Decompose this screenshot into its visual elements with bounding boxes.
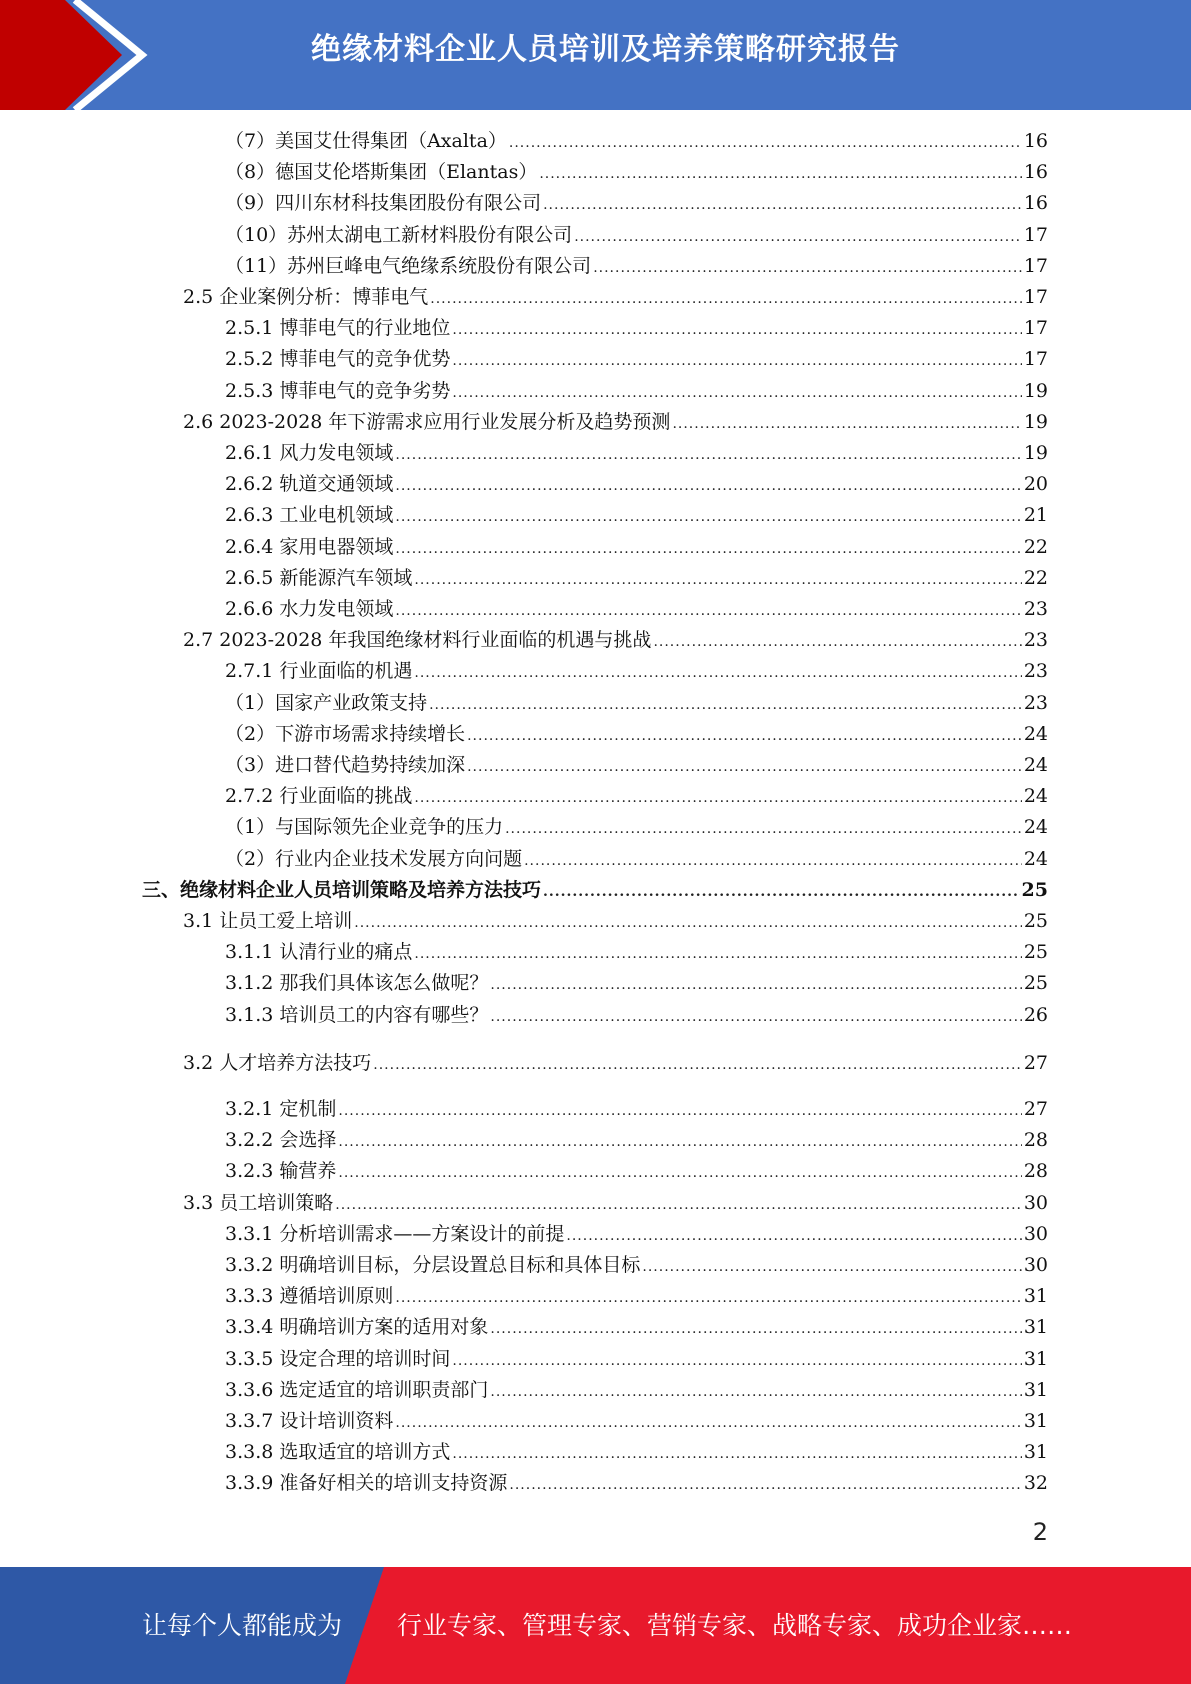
toc-entry-page: 25 bbox=[1023, 972, 1048, 994]
toc-entry-title: （2）行业内企业技术发展方向问题 bbox=[225, 848, 523, 870]
toc-dot-leader bbox=[395, 537, 1021, 561]
toc-entry[interactable] bbox=[225, 252, 1048, 280]
toc-entry-page: 31 bbox=[1023, 1379, 1048, 1401]
toc-dot-leader bbox=[490, 1380, 1021, 1404]
toc-entry-title: （7）美国艾仕得集团（Axalta） bbox=[225, 130, 507, 152]
toc-entry-title: （11）苏州巨峰电气绝缘系统股份有限公司 bbox=[225, 255, 592, 277]
toc-entry-title: （9）四川东材科技集团股份有限公司 bbox=[225, 192, 542, 214]
toc-entry-title: 3.3.3 遵循培训原则 bbox=[225, 1285, 394, 1307]
toc-dot-leader bbox=[395, 443, 1021, 467]
toc-entry-title: 3.1 让员工爱上培训 bbox=[183, 910, 353, 932]
toc-dot-leader bbox=[452, 349, 1021, 373]
toc-entry-title: （1）国家产业政策支持 bbox=[225, 692, 428, 714]
toc-entry[interactable] bbox=[225, 595, 1048, 623]
toc-entry-page: 19 bbox=[1023, 442, 1048, 464]
toc-entry-page: 23 bbox=[1023, 598, 1048, 620]
toc-entry[interactable] bbox=[225, 657, 1048, 685]
toc-entry-page: 23 bbox=[1023, 660, 1048, 682]
toc-entry[interactable] bbox=[225, 1251, 1048, 1279]
toc-entry[interactable] bbox=[183, 1189, 1048, 1217]
toc-entry-title: （2）下游市场需求持续增长 bbox=[225, 723, 466, 745]
toc-entry[interactable] bbox=[225, 533, 1048, 561]
toc-dot-leader bbox=[395, 474, 1021, 498]
toc-entry-title: 3.1.2 那我们具体该怎么做呢？ bbox=[225, 972, 489, 994]
page-number: 2 bbox=[1032, 1518, 1048, 1546]
toc-dot-leader bbox=[414, 568, 1021, 592]
page-header bbox=[0, 0, 1191, 110]
toc-entry-title: 2.7 2023-2028 年我国绝缘材料行业面临的机遇与挑战 bbox=[183, 629, 652, 651]
toc-entry[interactable] bbox=[225, 470, 1048, 498]
toc-dot-leader bbox=[672, 412, 1021, 436]
toc-dot-leader bbox=[414, 942, 1021, 966]
toc-entry[interactable] bbox=[225, 1438, 1048, 1466]
toc-dot-leader bbox=[653, 630, 1021, 654]
footer-slogan-lead: 让每个人都能成为 bbox=[142, 1611, 343, 1640]
toc-dot-leader bbox=[338, 1161, 1021, 1185]
toc-dot-leader bbox=[642, 1255, 1021, 1279]
toc-entry[interactable] bbox=[225, 1126, 1048, 1154]
toc-entry-page: 16 bbox=[1023, 130, 1048, 152]
toc-entry-title: 3.3 员工培训策略 bbox=[183, 1192, 334, 1214]
toc-entry-page: 31 bbox=[1023, 1410, 1048, 1432]
toc-entry-title: 3.2.1 定机制 bbox=[225, 1098, 337, 1120]
toc-entry[interactable] bbox=[225, 1220, 1048, 1248]
toc-dot-leader bbox=[354, 911, 1022, 935]
toc-dot-leader bbox=[566, 1224, 1021, 1248]
toc-entry-title: 2.6.6 水力发电领域 bbox=[225, 598, 394, 620]
toc-entry-title: 3.1.1 认清行业的痛点 bbox=[225, 941, 413, 963]
toc-entry-title: （10）苏州太湖电工新材料股份有限公司 bbox=[225, 224, 573, 246]
toc-entry-page: 24 bbox=[1023, 723, 1048, 745]
toc-dot-leader bbox=[452, 1442, 1021, 1466]
toc-dot-leader bbox=[414, 661, 1021, 685]
toc-entry[interactable] bbox=[225, 1095, 1048, 1123]
toc-dot-leader bbox=[338, 1099, 1021, 1123]
toc-entry-page: 24 bbox=[1023, 754, 1048, 776]
toc-dot-leader bbox=[543, 880, 1020, 904]
toc-dot-leader bbox=[509, 1473, 1021, 1497]
toc-entry-title: （1）与国际领先企业竞争的压力 bbox=[225, 816, 504, 838]
toc-entry-page: 25 bbox=[1021, 879, 1048, 901]
toc-entry[interactable] bbox=[225, 1157, 1048, 1185]
toc-entry-title: （8）德国艾伦塔斯集团（Elantas） bbox=[225, 161, 538, 183]
toc-entry-page: 24 bbox=[1023, 848, 1048, 870]
toc-entry[interactable] bbox=[225, 439, 1048, 467]
toc-dot-leader bbox=[593, 256, 1022, 280]
toc-entry[interactable] bbox=[183, 283, 1048, 311]
toc-entry[interactable] bbox=[225, 377, 1048, 405]
toc-dot-leader bbox=[395, 1411, 1021, 1435]
toc-entry[interactable] bbox=[225, 221, 1048, 249]
toc-entry[interactable] bbox=[142, 876, 1048, 904]
toc-entry[interactable] bbox=[225, 1313, 1048, 1341]
toc-entry[interactable] bbox=[225, 1001, 1048, 1029]
toc-entry-title: （3）进口替代趋势持续加深 bbox=[225, 754, 466, 776]
toc-entry-page: 23 bbox=[1023, 692, 1048, 714]
toc-entry-title: 3.3.6 选定适宜的培训职责部门 bbox=[225, 1379, 489, 1401]
toc-entry-title: 2.6.4 家用电器领域 bbox=[225, 536, 394, 558]
toc-entry-page: 28 bbox=[1023, 1160, 1048, 1182]
toc-entry[interactable] bbox=[225, 158, 1048, 186]
document-title: 绝缘材料企业人员培训及培养策略研究报告 bbox=[311, 32, 900, 67]
toc-entry[interactable] bbox=[225, 845, 1048, 873]
toc-dot-leader bbox=[395, 505, 1021, 529]
toc-entry[interactable] bbox=[225, 689, 1048, 717]
toc-entry-title: 3.2.3 输营养 bbox=[225, 1160, 337, 1182]
toc-entry-title: 3.2.2 会选择 bbox=[225, 1129, 337, 1151]
toc-entry-page: 30 bbox=[1023, 1254, 1048, 1276]
toc-entry[interactable] bbox=[225, 1345, 1048, 1373]
toc-entry-page: 25 bbox=[1023, 910, 1048, 932]
toc-dot-leader bbox=[452, 318, 1021, 342]
toc-dot-leader bbox=[430, 287, 1022, 311]
toc-entry-page: 27 bbox=[1023, 1098, 1048, 1120]
toc-entry-page: 31 bbox=[1023, 1316, 1048, 1338]
toc-dot-leader bbox=[574, 225, 1022, 249]
toc-entry-page: 26 bbox=[1023, 1004, 1048, 1026]
toc-entry-page: 24 bbox=[1023, 785, 1048, 807]
toc-entry-title: 3.1.3 培训员工的内容有哪些？ bbox=[225, 1004, 489, 1026]
toc-dot-leader bbox=[395, 599, 1021, 623]
toc-entry[interactable] bbox=[183, 408, 1048, 436]
toc-dot-leader bbox=[467, 755, 1022, 779]
toc-entry-page: 28 bbox=[1023, 1129, 1048, 1151]
toc-entry-page: 16 bbox=[1023, 161, 1048, 183]
toc-entry-page: 17 bbox=[1023, 348, 1048, 370]
toc-entry[interactable] bbox=[225, 782, 1048, 810]
toc-entry[interactable] bbox=[225, 127, 1048, 155]
toc-entry-page: 19 bbox=[1023, 380, 1048, 402]
toc-entry-page: 16 bbox=[1023, 192, 1048, 214]
toc-entry-page: 17 bbox=[1023, 224, 1048, 246]
toc-entry-title: 2.7.1 行业面临的机遇 bbox=[225, 660, 413, 682]
toc-entry[interactable] bbox=[225, 1282, 1048, 1310]
toc-dot-leader bbox=[452, 1349, 1021, 1373]
toc-entry[interactable] bbox=[183, 907, 1048, 935]
toc-entry[interactable] bbox=[225, 1407, 1048, 1435]
toc-entry[interactable] bbox=[225, 1376, 1048, 1404]
toc-entry-page: 21 bbox=[1023, 504, 1048, 526]
toc-entry-title: 3.2 人才培养方法技巧 bbox=[183, 1052, 372, 1074]
toc-entry-title: 2.7.2 行业面临的挑战 bbox=[225, 785, 413, 807]
toc-entry-page: 31 bbox=[1023, 1348, 1048, 1370]
toc-entry-page: 24 bbox=[1023, 816, 1048, 838]
toc-entry-title: 2.6 2023-2028 年下游需求应用行业发展分析及趋势预测 bbox=[183, 411, 671, 433]
toc-entry-page: 31 bbox=[1023, 1285, 1048, 1307]
toc-dot-leader bbox=[414, 786, 1021, 810]
toc-entry-title: 2.5.1 博菲电气的行业地位 bbox=[225, 317, 451, 339]
toc-entry[interactable] bbox=[225, 938, 1048, 966]
toc-entry[interactable] bbox=[225, 720, 1048, 748]
page-footer bbox=[0, 1567, 1191, 1684]
toc-entry-title: 3.3.2 明确培训目标，分层设置总目标和具体目标 bbox=[225, 1254, 641, 1276]
toc-entry[interactable] bbox=[225, 501, 1048, 529]
toc-dot-leader bbox=[543, 193, 1022, 217]
toc-dot-leader bbox=[509, 131, 1022, 155]
toc-entry[interactable] bbox=[225, 1469, 1048, 1497]
toc-dot-leader bbox=[539, 162, 1021, 186]
toc-entry-title: 3.3.8 选取适宜的培训方式 bbox=[225, 1441, 451, 1463]
toc-entry[interactable] bbox=[225, 314, 1048, 342]
toc-dot-leader bbox=[452, 381, 1021, 405]
toc-entry[interactable] bbox=[225, 564, 1048, 592]
toc-entry-title: 3.3.1 分析培训需求——方案设计的前提 bbox=[225, 1223, 565, 1245]
toc-entry[interactable] bbox=[183, 1049, 1048, 1077]
toc-entry-page: 20 bbox=[1023, 473, 1048, 495]
toc-entry-title: 2.6.1 风力发电领域 bbox=[225, 442, 394, 464]
toc-entry[interactable] bbox=[225, 345, 1048, 373]
toc-entry-title: 2.6.3 工业电机领域 bbox=[225, 504, 394, 526]
toc-entry-title: 2.5 企业案例分析：博菲电气 bbox=[183, 286, 429, 308]
toc-entry-page: 22 bbox=[1023, 567, 1048, 589]
toc-dot-leader bbox=[524, 849, 1022, 873]
toc-dot-leader bbox=[505, 817, 1022, 841]
toc-entry[interactable] bbox=[225, 751, 1048, 779]
toc-dot-leader bbox=[338, 1130, 1021, 1154]
toc-dot-leader bbox=[335, 1193, 1022, 1217]
toc-entry-title: 3.3.4 明确培训方案的适用对象 bbox=[225, 1316, 489, 1338]
toc-dot-leader bbox=[395, 1286, 1021, 1310]
toc-entry-page: 32 bbox=[1023, 1472, 1048, 1494]
toc-entry-page: 22 bbox=[1023, 536, 1048, 558]
toc-dot-leader bbox=[373, 1053, 1022, 1077]
toc-entry[interactable] bbox=[225, 813, 1048, 841]
toc-entry-title: 3.3.5 设定合理的培训时间 bbox=[225, 1348, 451, 1370]
toc-entry-title: 2.5.2 博菲电气的竞争优势 bbox=[225, 348, 451, 370]
toc-entry-page: 25 bbox=[1023, 941, 1048, 963]
toc-dot-leader bbox=[490, 1317, 1021, 1341]
toc-entry-page: 17 bbox=[1023, 317, 1048, 339]
toc-entry-title: 3.3.7 设计培训资料 bbox=[225, 1410, 394, 1432]
toc-dot-leader bbox=[490, 1005, 1021, 1029]
toc-dot-leader bbox=[429, 693, 1022, 717]
footer-slogan-roles: 行业专家、管理专家、营销专家、战略专家、成功企业家…… bbox=[397, 1611, 1073, 1640]
toc-entry-page: 23 bbox=[1023, 629, 1048, 651]
toc-entry[interactable] bbox=[225, 969, 1048, 997]
toc-entry-page: 27 bbox=[1023, 1052, 1048, 1074]
toc-dot-leader bbox=[490, 973, 1021, 997]
toc-entry-page: 30 bbox=[1023, 1192, 1048, 1214]
toc-entry-page: 19 bbox=[1023, 411, 1048, 433]
toc-entry-title: 三、绝缘材料企业人员培训策略及培养方法技巧 bbox=[142, 879, 542, 901]
toc-entry-page: 17 bbox=[1023, 255, 1048, 277]
toc-entry-title: 2.6.5 新能源汽车领域 bbox=[225, 567, 413, 589]
toc-entry[interactable] bbox=[225, 189, 1048, 217]
toc-entry-title: 2.6.2 轨道交通领域 bbox=[225, 473, 394, 495]
toc-entry[interactable] bbox=[183, 626, 1048, 654]
toc-entry-page: 17 bbox=[1023, 286, 1048, 308]
toc-entry-title: 2.5.3 博菲电气的竞争劣势 bbox=[225, 380, 451, 402]
toc-entry-page: 30 bbox=[1023, 1223, 1048, 1245]
toc-entry-title: 3.3.9 准备好相关的培训支持资源 bbox=[225, 1472, 508, 1494]
toc-dot-leader bbox=[467, 724, 1022, 748]
toc-entry-page: 31 bbox=[1023, 1441, 1048, 1463]
